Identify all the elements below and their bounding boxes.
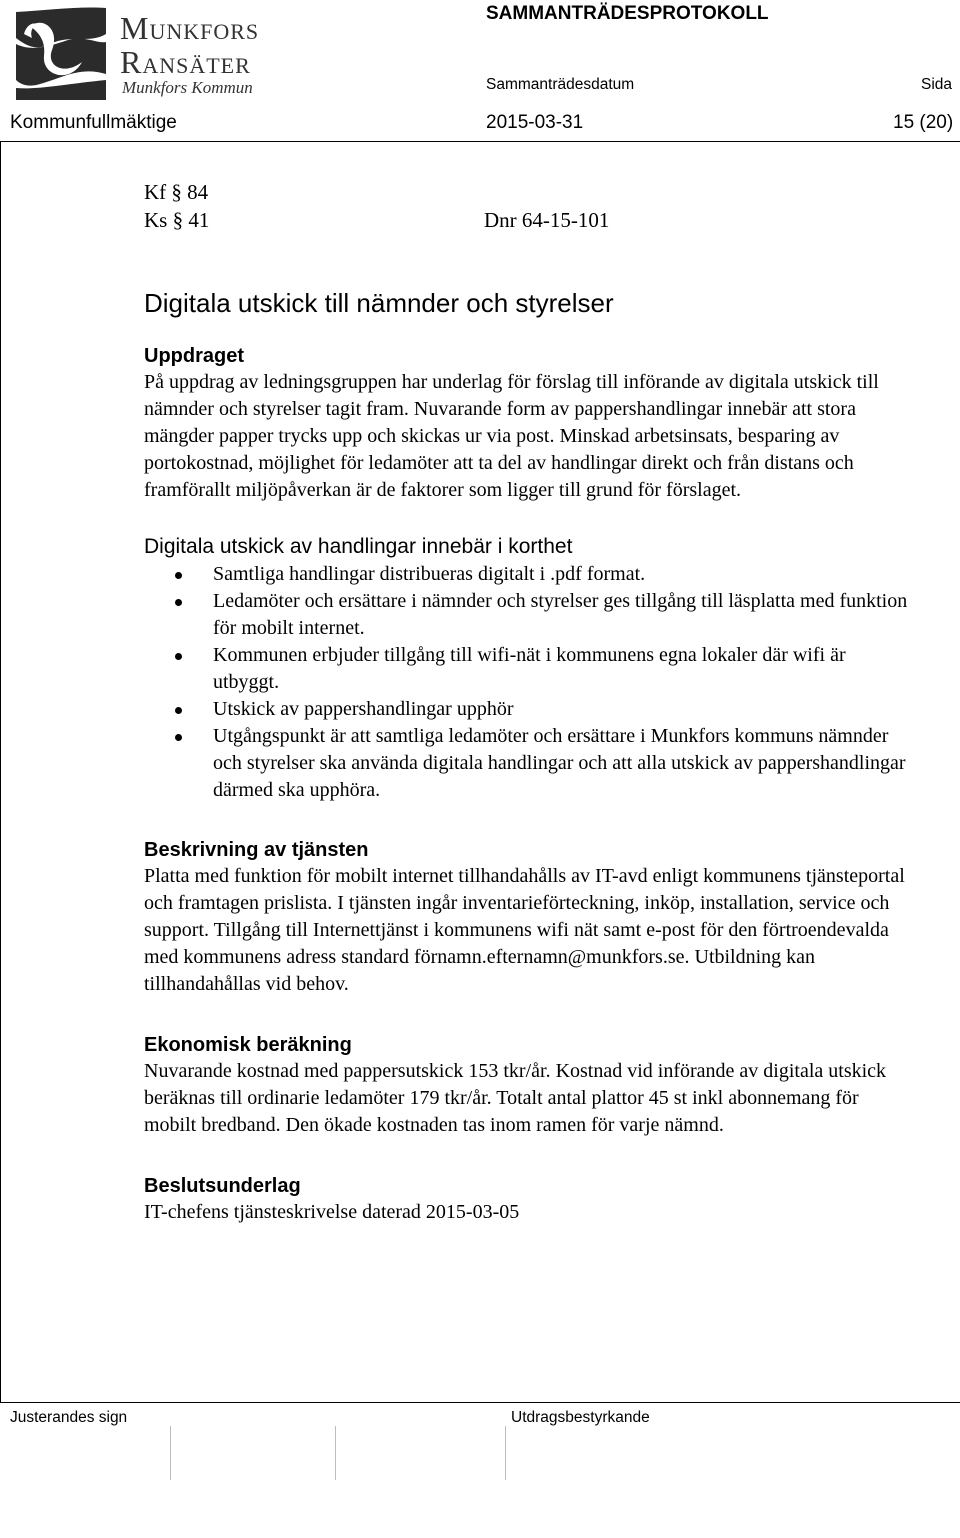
- protocol-section: [144, 178, 914, 1226]
- bullet-icon: [175, 572, 182, 579]
- meeting-date-label: Sammanträdesdatum: [486, 76, 635, 93]
- bullet-icon: [175, 707, 182, 714]
- section-title: Digitala utskick till nämnder och styrelser: [144, 288, 614, 318]
- paragraph-beskrivning: Platta med funktion för mobilt internet tillhandahålls av IT-avd enligt kommunens tjänsteportal och framtagen prislista. I tjänsten ingår inventarieförteckning, inköp, installation, service och support. Tillgång till Internettjänst i kommunens wifi nät samt e-post för den förtroendevalda med kommunens adress standard förnamn.efternamn@munkfors.se. Utbildning kan tillhandahållas vid behov.: [144, 865, 905, 995]
- paragraph-uppdraget: På uppdrag av ledningsgruppen har underlag för förslag till införande av digitala utskick till nämnder och styrelser tagit fram. Nuvarande form av pappershandlingar innebär att stora mängder papper trycks upp och skickas ur via post. Minskad arbetsinsats, besparing av portokostnad, möjlighet för ledamöter att ta del av handlingar direkt och från distans och framförallt miljöpåverkan är de faktorer som ligger till grund för förslaget.: [144, 371, 879, 501]
- header-divider: [0, 141, 960, 142]
- heading-uppdraget: Uppdraget: [144, 345, 244, 367]
- left-margin-rule: [0, 142, 1, 1402]
- heading-beslutsunderlag: Beslutsunderlag: [144, 1175, 301, 1197]
- extract-verification-label: Utdragsbestyrkande: [511, 1409, 650, 1426]
- paragraph-ekonomisk: Nuvarande kostnad med pappersutskick 153 tkr/år. Kostnad vid införande av digitala utskick beräknas till ordinarie ledamöter 179 tkr/år. Totalt antal plattor 45 st inkl abonnemang för mobilt bredband. Den ökade kostnaden tas inom ramen för varje nämnd.: [144, 1060, 887, 1136]
- logo-text-line2: Ransäter: [120, 44, 251, 80]
- signature-box-divider: [505, 1426, 506, 1480]
- list-item: Samtliga handlingar distribueras digitalt i .pdf format.: [144, 561, 914, 588]
- heading-korthet: Digitala utskick av handlingar innebär i korthet: [144, 535, 573, 558]
- list-item: Kommunen erbjuder tillgång till wifi-nät i kommunens egna lokaler där wifi är utbyggt.: [144, 642, 914, 696]
- signature-box-divider: [335, 1426, 336, 1480]
- diary-number: Dnr 64-15-101: [484, 208, 610, 232]
- footer-divider: [0, 1402, 960, 1403]
- summary-bullet-list: [144, 561, 914, 804]
- governing-body-name: Kommunfullmäktige: [10, 112, 177, 133]
- logo-text-line1: Munkfors: [120, 10, 260, 46]
- heading-ekonomisk: Ekonomisk beräkning: [144, 1034, 352, 1056]
- bullet-icon: [175, 734, 182, 741]
- meeting-date: 2015-03-31: [486, 112, 584, 133]
- document-type: SAMMANTRÄDESPROTOKOLL: [486, 3, 769, 24]
- list-item: Utgångspunkt är att samtliga ledamöter och ersättare i Munkfors kommuns nämnder och styrelser ska använda digitala handlingar och att alla utskick av pappershandlingar därmed ska upphöra.: [144, 723, 914, 804]
- list-item: Ledamöter och ersättare i nämnder och styrelser ges tillgång till läsplatta med funktion för mobilt internet.: [144, 588, 914, 642]
- justification-sign-label: Justerandes sign: [10, 1409, 128, 1426]
- heading-beskrivning: Beskrivning av tjänsten: [144, 839, 369, 861]
- list-item: Utskick av pappershandlingar upphör: [144, 696, 914, 723]
- logo-text-line3: Munkfors Kommun: [122, 78, 253, 97]
- municipality-logo: [10, 4, 300, 104]
- paragraph-beslutsunderlag: IT-chefens tjänsteskrivelse daterad 2015-03-05: [144, 1201, 520, 1223]
- signature-box-divider: [170, 1426, 171, 1480]
- kf-paragraph-ref: Kf § 84: [144, 180, 209, 204]
- page-label: Sida: [921, 76, 953, 93]
- ks-paragraph-ref: Ks § 41: [144, 208, 210, 232]
- bullet-icon: [175, 653, 182, 660]
- kf-reference-row: [144, 178, 914, 206]
- page-number: 15 (20): [893, 112, 954, 133]
- ks-reference-row: [144, 206, 914, 234]
- bullet-icon: [175, 599, 182, 606]
